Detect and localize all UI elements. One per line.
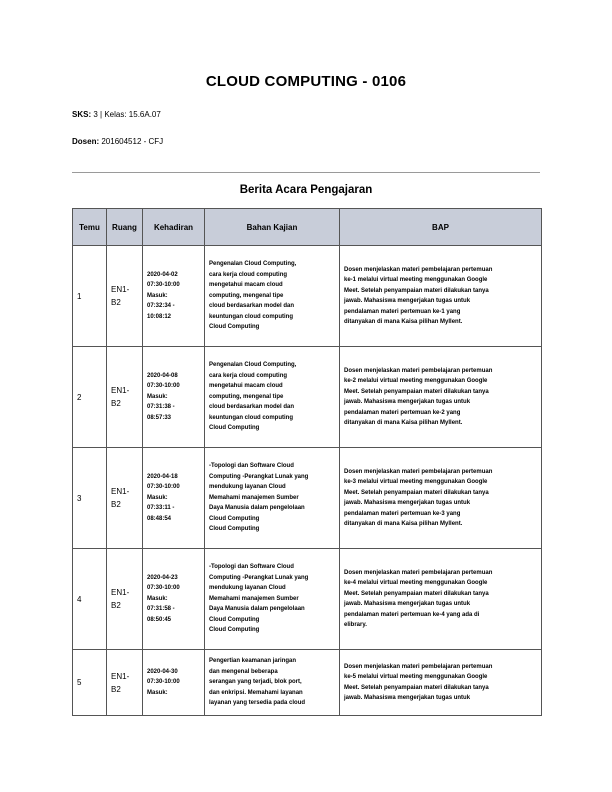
bap-cell: Dosen menjelaskan materi pembelajaran pertemuan ke-3 melalui virtual meeting menggunakan Google Meet. Setelah penyampaian materi dilakukan tanya jawab. Mahasiswa mengerjakan tugas untuk pendalaman materi pertemuan ke-3 yang ditanyakan di mana Kaisa pilihan Myllent. bbox=[340, 448, 542, 549]
table-header-row bbox=[73, 209, 542, 246]
kehadiran-cell: 2020-04-23 07:30-10:00 Masuk: 07:31:58 - 08:50:45 bbox=[143, 549, 205, 650]
bahan-kajian-cell: -Topologi dan Software Cloud Computing -Perangkat Lunak yang mendukung layanan Cloud Memahami manajemen Sumber Daya Manusia dalam pengelolaan Cloud Computing Cloud Computing bbox=[205, 549, 340, 650]
table-row bbox=[73, 246, 542, 347]
temu-cell: 1 bbox=[73, 246, 107, 347]
section-title: Berita Acara Pengajaran bbox=[239, 184, 373, 196]
table-row bbox=[73, 549, 542, 650]
kehadiran-cell: 2020-04-08 07:30-10:00 Masuk: 07:31:38 - 08:57:33 bbox=[143, 347, 205, 448]
header-bap: BAP bbox=[340, 209, 542, 246]
temu-cell: 5 bbox=[73, 650, 107, 716]
table-row bbox=[73, 650, 542, 716]
bap-cell: Dosen menjelaskan materi pembelajaran pertemuan ke-1 melalui virtual meeting menggunakan Google Meet. Setelah penyampaian materi dilakukan tanya jawab. Mahasiswa mengerjakan tugas untuk pendalaman materi pertemuan ke-1 yang ditanyakan di mana Kaisa pilihan Myllent. bbox=[340, 246, 542, 347]
ruang-cell: EN1- B2 bbox=[107, 246, 143, 347]
kehadiran-cell: 2020-04-18 07:30-10:00 Masuk: 07:33:11 - 08:48:54 bbox=[143, 448, 205, 549]
temu-cell: 3 bbox=[73, 448, 107, 549]
page-title: CLOUD COMPUTING - 0106 bbox=[205, 73, 407, 90]
dosen-value: 201604512 - CFJ bbox=[101, 137, 164, 146]
dosen-label: Dosen: bbox=[72, 137, 100, 146]
table-row bbox=[73, 347, 542, 448]
header-ruang: Ruang bbox=[107, 209, 143, 246]
table-row bbox=[73, 448, 542, 549]
dosen-info bbox=[72, 137, 163, 146]
bap-cell: Dosen menjelaskan materi pembelajaran pertemuan ke-2 melalui virtual meeting menggunakan Google Meet. Setelah penyampaian materi dilakukan tanya jawab. Mahasiswa mengerjakan tugas untuk pendalaman materi pertemuan ke-2 yang ditanyakan di mana Kaisa pilihan Myllent. bbox=[340, 347, 542, 448]
ruang-cell: EN1- B2 bbox=[107, 549, 143, 650]
bahan-kajian-cell: Pengenalan Cloud Computing, cara kerja cloud computing mengetahui macam cloud computing, mengenal tipe cloud berdasarkan model dan keuntungan cloud computing Cloud Computing bbox=[205, 347, 340, 448]
kehadiran-cell: 2020-04-30 07:30-10:00 Masuk: bbox=[143, 650, 205, 716]
bahan-kajian-cell: Pengenalan Cloud Computing, cara kerja cloud computing mengetahui macam cloud computing, mengenal tipe cloud berdasarkan model dan keuntungan cloud computing Cloud Computing bbox=[205, 246, 340, 347]
ruang-cell: EN1- B2 bbox=[107, 347, 143, 448]
bap-cell: Dosen menjelaskan materi pembelajaran pertemuan ke-4 melalui virtual meeting menggunakan Google Meet. Setelah penyampaian materi dilakukan tanya jawab. Mahasiswa mengerjakan tugas untuk pendalaman materi pertemuan ke-4 yang ada di elibrary. bbox=[340, 549, 542, 650]
bap-cell: Dosen menjelaskan materi pembelajaran pertemuan ke-5 melalui virtual meeting menggunakan Google Meet. Setelah penyampaian materi dilakukan tanya jawab. Mahasiswa mengerjakan tugas untuk bbox=[340, 650, 542, 716]
bahan-kajian-cell: Pengertian keamanan jaringan dan mengenal beberapa serangan yang terjadi, blok port, dan enkripsi. Memahami layanan layanan yang tersedia pada cloud bbox=[205, 650, 340, 716]
divider bbox=[72, 172, 540, 173]
header-temu: Temu bbox=[73, 209, 107, 246]
sks-label: SKS: bbox=[72, 110, 92, 119]
ruang-cell: EN1- B2 bbox=[107, 650, 143, 716]
temu-cell: 2 bbox=[73, 347, 107, 448]
sks-value: 3 | Kelas: 15.6A.07 bbox=[93, 110, 161, 119]
header-bahan-kajian: Bahan Kajian bbox=[205, 209, 340, 246]
ruang-cell: EN1- B2 bbox=[107, 448, 143, 549]
header-kehadiran: Kehadiran bbox=[143, 209, 205, 246]
temu-cell: 4 bbox=[73, 549, 107, 650]
kehadiran-cell: 2020-04-02 07:30-10:00 Masuk: 07:32:34 - 10:08:12 bbox=[143, 246, 205, 347]
sks-info bbox=[72, 110, 161, 119]
bap-table bbox=[72, 208, 542, 716]
bahan-kajian-cell: -Topologi dan Software Cloud Computing -Perangkat Lunak yang mendukung layanan Cloud Memahami manajemen Sumber Daya Manusia dalam pengelolaan Cloud Computing Cloud Computing bbox=[205, 448, 340, 549]
